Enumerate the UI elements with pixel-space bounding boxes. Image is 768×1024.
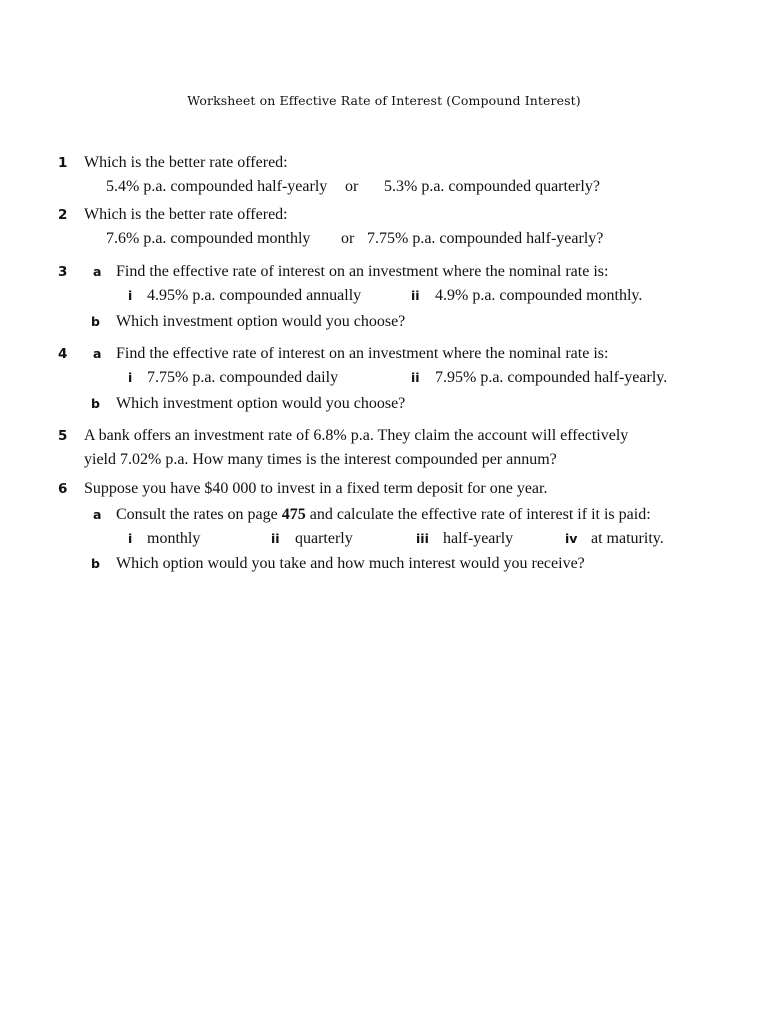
- question-6a-iii-label: iii: [416, 531, 429, 546]
- question-1-text: Which is the better rate offered:: [84, 154, 288, 171]
- question-6a-text-before: Consult the rates on page: [116, 506, 278, 523]
- question-3a-i-label: i: [128, 288, 133, 303]
- question-5-number: 5: [58, 428, 68, 444]
- question-3a-label: a: [93, 264, 102, 279]
- worksheet-title: Worksheet on Effective Rate of Interest (Compound Interest): [187, 93, 581, 108]
- question-4a-ii-label: ii: [411, 370, 420, 385]
- question-6a-iii-text: half-yearly: [443, 530, 514, 547]
- question-4b-label: b: [91, 396, 100, 411]
- question-1-number: 1: [58, 155, 68, 171]
- question-1-or: or: [345, 178, 359, 195]
- question-6-number: 6: [58, 481, 68, 497]
- question-4a-i-text: 7.75% p.a. compounded daily: [147, 369, 339, 386]
- question-3a-ii-label: ii: [411, 288, 420, 303]
- question-6-text: Suppose you have $40 000 to invest in a fixed term deposit for one year.: [84, 480, 548, 497]
- question-1-option-b: 5.3% p.a. compounded quarterly?: [384, 178, 600, 195]
- question-2-option-b: 7.75% p.a. compounded half-yearly?: [367, 230, 604, 247]
- question-2-number: 2: [58, 207, 68, 223]
- question-3b-text: Which investment option would you choose?: [116, 313, 406, 330]
- question-6a-i-text: monthly: [147, 530, 201, 547]
- question-6b-text: Which option would you take and how much interest would you receive?: [116, 555, 585, 572]
- question-3-number: 3: [58, 264, 68, 280]
- question-6a-i-label: i: [128, 531, 133, 546]
- question-4-number: 4: [58, 346, 68, 362]
- question-6b-label: b: [91, 556, 100, 571]
- question-3a-i-text: 4.95% p.a. compounded annually: [147, 287, 362, 304]
- question-6a-text: [116, 505, 651, 525]
- question-2-text: Which is the better rate offered:: [84, 206, 288, 223]
- question-5-line-2: yield 7.02% p.a. How many times is the interest compounded per annum?: [84, 451, 557, 468]
- question-6a-text-after: and calculate the effective rate of interest if it is paid:: [309, 506, 651, 523]
- question-1-option-a: 5.4% p.a. compounded half-yearly: [106, 178, 328, 195]
- question-3a-ii-text: 4.9% p.a. compounded monthly.: [435, 287, 643, 304]
- question-4a-text: Find the effective rate of interest on an investment where the nominal rate is:: [116, 345, 609, 362]
- question-6a-iv-text: at maturity.: [591, 530, 664, 547]
- question-3b-label: b: [91, 314, 100, 329]
- question-6a-page-number: 475: [281, 506, 306, 523]
- question-2-option-a: 7.6% p.a. compounded monthly: [106, 230, 311, 247]
- question-6a-label: a: [93, 507, 102, 522]
- question-4a-i-label: i: [128, 370, 133, 385]
- question-3a-text: Find the effective rate of interest on an investment where the nominal rate is:: [116, 263, 609, 280]
- question-6a-ii-label: ii: [271, 531, 280, 546]
- question-6a-ii-text: quarterly: [295, 530, 353, 547]
- question-4a-label: a: [93, 346, 102, 361]
- question-6a-iv-label: iv: [565, 531, 578, 546]
- question-4b-text: Which investment option would you choose?: [116, 395, 406, 412]
- question-2-or: or: [341, 230, 355, 247]
- question-4a-ii-text: 7.95% p.a. compounded half-yearly.: [435, 369, 668, 386]
- question-5-line-1: A bank offers an investment rate of 6.8% p.a. They claim the account will effectively: [84, 427, 629, 444]
